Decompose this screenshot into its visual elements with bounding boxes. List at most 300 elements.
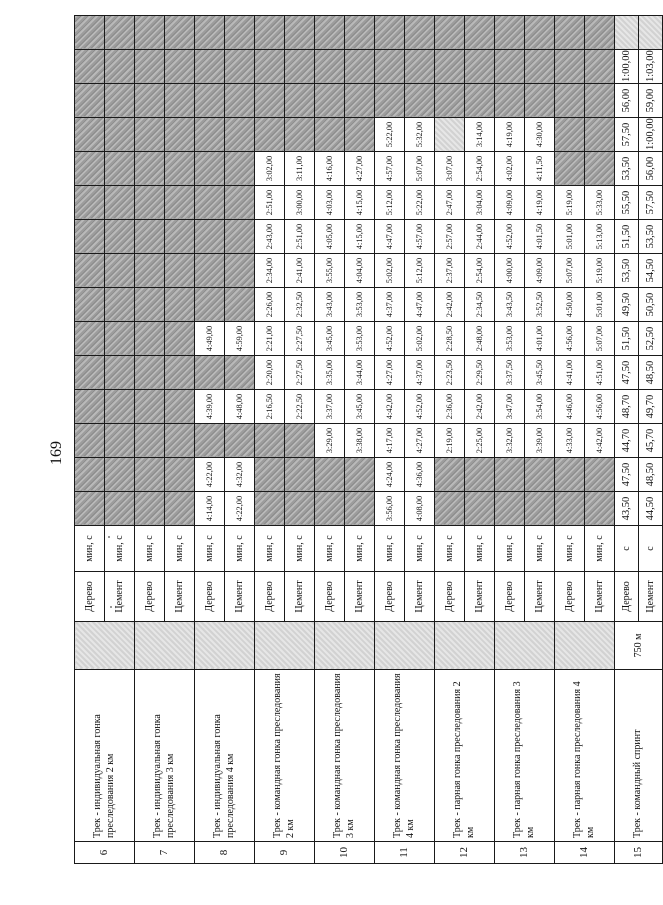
time-value-cell: 3:53,00 (345, 288, 375, 322)
time-value-cell: 4:14,00 (195, 492, 225, 526)
time-value-cell: 5:07,00 (405, 152, 435, 186)
row-number: 10 (315, 842, 375, 864)
surface-cell: Дерево (255, 572, 285, 622)
row-number: 9 (255, 842, 315, 864)
time-value-cell (165, 118, 195, 152)
table-row (435, 16, 465, 864)
time-value-cell: 5:12,00 (375, 186, 405, 220)
time-value-cell: 4:15,00 (345, 186, 375, 220)
time-value-cell: 2:54,00 (465, 254, 495, 288)
unit-cell: мин, с (105, 526, 135, 572)
distance-cell (75, 622, 135, 670)
time-value-cell: 45,70 (639, 424, 663, 458)
event-name: Трек - индивидуальная гонка преследования 3 км (135, 670, 195, 842)
time-value-cell (345, 118, 375, 152)
time-value-cell (465, 492, 495, 526)
time-value-cell: 5:22,00 (375, 118, 405, 152)
surface-cell: Дерево (615, 572, 639, 622)
time-value-cell (555, 16, 585, 50)
time-value-cell: 4:09,00 (495, 186, 525, 220)
table-row (315, 16, 345, 864)
time-value-cell (165, 152, 195, 186)
table-row (195, 16, 225, 864)
time-value-cell: 2:48,00 (465, 322, 495, 356)
unit-cell: мин, с (495, 526, 525, 572)
time-value-cell: 5:12,00 (405, 254, 435, 288)
time-value-cell: 3:11,00 (285, 152, 315, 186)
time-value-cell: 2:28,50 (435, 322, 465, 356)
time-value-cell (165, 458, 195, 492)
time-value-cell: 3:38,00 (345, 424, 375, 458)
row-number: 6 (75, 842, 135, 864)
time-value-cell (525, 84, 555, 118)
surface-cell: Цемент (165, 572, 195, 622)
time-value-cell (405, 16, 435, 50)
time-value-cell: 2:16,50 (255, 390, 285, 424)
time-value-cell (105, 118, 135, 152)
time-value-cell (105, 288, 135, 322)
time-value-cell (105, 390, 135, 424)
time-value-cell (135, 492, 165, 526)
time-value-cell (165, 16, 195, 50)
time-value-cell (285, 492, 315, 526)
time-value-cell (435, 16, 465, 50)
unit-cell: мин, с (405, 526, 435, 572)
surface-cell: Цемент (639, 572, 663, 622)
time-value-cell: 2:27,50 (285, 322, 315, 356)
time-value-cell: 1:00,00 (639, 118, 663, 152)
time-value-cell: 4:52,00 (405, 390, 435, 424)
time-value-cell: 4:48,00 (225, 390, 255, 424)
time-value-cell: 3:56,00 (375, 492, 405, 526)
time-value-cell (435, 50, 465, 84)
time-value-cell: 52,50 (639, 322, 663, 356)
unit-cell: мин, с (135, 526, 165, 572)
time-value-cell (105, 458, 135, 492)
time-value-cell (165, 288, 195, 322)
time-value-cell (225, 50, 255, 84)
time-value-cell (105, 356, 135, 390)
time-value-cell (135, 424, 165, 458)
unit-cell: мин, с (555, 526, 585, 572)
time-value-cell: 3:32,00 (495, 424, 525, 458)
time-value-cell: 4:47,00 (375, 220, 405, 254)
distance-cell (555, 622, 615, 670)
time-value-cell (135, 186, 165, 220)
time-value-cell (525, 492, 555, 526)
time-value-cell (135, 288, 165, 322)
time-value-cell: 1:00,00 (615, 50, 639, 84)
time-value-cell: 3:14,00 (465, 118, 495, 152)
time-value-cell (195, 220, 225, 254)
time-value-cell: 4:57,00 (375, 152, 405, 186)
time-value-cell (135, 254, 165, 288)
time-value-cell (585, 458, 615, 492)
time-value-cell: 2:23,50 (435, 356, 465, 390)
time-value-cell: 3:43,50 (495, 288, 525, 322)
time-value-cell: 3:29,00 (315, 424, 345, 458)
time-value-cell (75, 356, 105, 390)
row-number: 15 (615, 842, 663, 864)
time-value-cell (285, 118, 315, 152)
time-value-cell: 53,50 (615, 152, 639, 186)
time-value-cell (165, 254, 195, 288)
surface-cell: Цемент (225, 572, 255, 622)
time-value-cell (225, 16, 255, 50)
time-value-cell: 4:52,00 (375, 322, 405, 356)
time-value-cell: 4:57,00 (405, 220, 435, 254)
time-value-cell (75, 118, 105, 152)
time-value-cell: 5:01,00 (585, 288, 615, 322)
time-value-cell (105, 84, 135, 118)
surface-cell: Цемент (525, 572, 555, 622)
standards-table-sheet (74, 42, 656, 864)
time-value-cell: 2:27,50 (285, 356, 315, 390)
time-value-cell: 4:51,00 (585, 356, 615, 390)
time-value-cell (165, 84, 195, 118)
time-value-cell (585, 84, 615, 118)
time-value-cell: 3:44,00 (345, 356, 375, 390)
time-value-cell (615, 16, 639, 50)
time-value-cell: 4:37,00 (375, 288, 405, 322)
distance-cell (375, 622, 435, 670)
unit-cell: мин, с (195, 526, 225, 572)
time-value-cell: 5:19,00 (585, 254, 615, 288)
time-value-cell (555, 84, 585, 118)
time-value-cell (585, 50, 615, 84)
time-value-cell: 4:32,00 (225, 458, 255, 492)
time-value-cell (345, 84, 375, 118)
time-value-cell: 4:41,00 (555, 356, 585, 390)
time-value-cell (105, 254, 135, 288)
time-value-cell: 2:51,00 (255, 186, 285, 220)
time-value-cell: 4:17,00 (375, 424, 405, 458)
table-row (75, 16, 105, 864)
time-value-cell (105, 16, 135, 50)
unit-cell: мин, с (585, 526, 615, 572)
time-value-cell: 2:20,00 (255, 356, 285, 390)
table-row (135, 16, 165, 864)
surface-cell: Дерево (435, 572, 465, 622)
time-value-cell: 3:45,00 (345, 390, 375, 424)
event-name: Трек - командный спринт (615, 670, 663, 842)
time-value-cell: 4:47,00 (405, 288, 435, 322)
time-value-cell (435, 118, 465, 152)
time-value-cell (225, 254, 255, 288)
row-number: 7 (135, 842, 195, 864)
standards-table (74, 15, 663, 864)
time-value-cell (345, 458, 375, 492)
time-value-cell (105, 50, 135, 84)
event-name: Трек - индивидуальная гонка преследования 2 км (75, 670, 135, 842)
time-value-cell: 54,50 (639, 254, 663, 288)
time-value-cell: 2:25,00 (465, 424, 495, 458)
time-value-cell: 3:52,50 (525, 288, 555, 322)
time-value-cell: 5:01,00 (555, 220, 585, 254)
time-value-cell: 3:45,00 (315, 322, 345, 356)
time-value-cell (195, 84, 225, 118)
time-value-cell: 4:01,50 (525, 220, 555, 254)
time-value-cell: 3:37,50 (495, 356, 525, 390)
time-value-cell (345, 492, 375, 526)
time-value-cell (165, 390, 195, 424)
time-value-cell: 48,50 (639, 356, 663, 390)
surface-cell: Дерево (195, 572, 225, 622)
unit-cell: мин, с (435, 526, 465, 572)
time-value-cell (255, 492, 285, 526)
time-value-cell (75, 254, 105, 288)
time-value-cell (75, 322, 105, 356)
time-value-cell (135, 356, 165, 390)
time-value-cell: 4:59,00 (225, 322, 255, 356)
table-row (375, 16, 405, 864)
time-value-cell: 50,50 (639, 288, 663, 322)
time-value-cell (525, 16, 555, 50)
time-value-cell: 3:53,00 (495, 322, 525, 356)
time-value-cell (165, 220, 195, 254)
time-value-cell: 57,50 (639, 186, 663, 220)
unit-cell: мин, с (525, 526, 555, 572)
time-value-cell: 4:33,00 (555, 424, 585, 458)
time-value-cell (285, 16, 315, 50)
surface-cell: Дерево (375, 572, 405, 622)
time-value-cell: 5:32,00 (405, 118, 435, 152)
time-value-cell: 3:53,00 (345, 322, 375, 356)
time-value-cell: 4:22,00 (225, 492, 255, 526)
time-value-cell (525, 50, 555, 84)
unit-cell: мин, с (285, 526, 315, 572)
distance-cell (435, 622, 495, 670)
time-value-cell (255, 84, 285, 118)
time-value-cell (75, 50, 105, 84)
time-value-cell (285, 84, 315, 118)
time-value-cell: 3:00,00 (285, 186, 315, 220)
time-value-cell: 4:19,00 (525, 186, 555, 220)
time-value-cell (195, 118, 225, 152)
time-value-cell (135, 152, 165, 186)
time-value-cell (75, 16, 105, 50)
time-value-cell: 51,50 (615, 220, 639, 254)
time-value-cell (639, 16, 663, 50)
rotated-table-frame (74, 42, 656, 864)
time-value-cell (165, 50, 195, 84)
time-value-cell (225, 424, 255, 458)
distance-cell (255, 622, 315, 670)
time-value-cell: 48,50 (639, 458, 663, 492)
time-value-cell (105, 492, 135, 526)
time-value-cell: 2:32,50 (285, 288, 315, 322)
time-value-cell: 5:02,00 (405, 322, 435, 356)
time-value-cell: 4:08,00 (405, 492, 435, 526)
time-value-cell: 3:43,00 (315, 288, 345, 322)
event-name: Трек - парная гонка преследования 4 км (555, 670, 615, 842)
time-value-cell: 2:51,00 (285, 220, 315, 254)
time-value-cell: 3:04,00 (465, 186, 495, 220)
time-value-cell (315, 84, 345, 118)
time-value-cell: 3:02,00 (255, 152, 285, 186)
time-value-cell (75, 84, 105, 118)
time-value-cell (585, 492, 615, 526)
time-value-cell (465, 16, 495, 50)
time-value-cell (225, 356, 255, 390)
time-value-cell (135, 458, 165, 492)
time-value-cell: 2:57,00 (435, 220, 465, 254)
time-value-cell: 48,70 (615, 390, 639, 424)
time-value-cell: 2:26,00 (255, 288, 285, 322)
time-value-cell: 5:07,00 (555, 254, 585, 288)
table-row (495, 16, 525, 864)
time-value-cell: 2:22,50 (285, 390, 315, 424)
surface-cell: Дерево (75, 572, 105, 622)
time-value-cell (225, 152, 255, 186)
time-value-cell: 1:03,00 (639, 50, 663, 84)
time-value-cell (435, 492, 465, 526)
unit-cell: мин, с (465, 526, 495, 572)
time-value-cell: 2:19,00 (435, 424, 465, 458)
time-value-cell: 3:39,00 (525, 424, 555, 458)
time-value-cell (105, 424, 135, 458)
time-value-cell: 4:09,00 (525, 254, 555, 288)
time-value-cell (585, 152, 615, 186)
time-value-cell: 51,50 (615, 322, 639, 356)
time-value-cell (105, 152, 135, 186)
time-value-cell: 49,50 (615, 288, 639, 322)
surface-cell: Цемент (465, 572, 495, 622)
time-value-cell (135, 220, 165, 254)
time-value-cell: 49,70 (639, 390, 663, 424)
time-value-cell (315, 492, 345, 526)
time-value-cell: 2:44,00 (465, 220, 495, 254)
time-value-cell (255, 458, 285, 492)
time-value-cell (285, 458, 315, 492)
distance-cell (495, 622, 555, 670)
time-value-cell (255, 118, 285, 152)
time-value-cell: 47,50 (615, 458, 639, 492)
time-value-cell (195, 288, 225, 322)
time-value-cell: 4:02,00 (495, 152, 525, 186)
time-value-cell: 47,50 (615, 356, 639, 390)
time-value-cell: 4:49,00 (195, 322, 225, 356)
event-name: Трек - парная гонка преследования 2 км (435, 670, 495, 842)
distance-cell: 750 м (615, 622, 663, 670)
time-value-cell: 59,00 (639, 84, 663, 118)
time-value-cell (555, 458, 585, 492)
time-value-cell (435, 84, 465, 118)
time-value-cell (135, 50, 165, 84)
table-row (255, 16, 285, 864)
time-value-cell: 2:43,00 (255, 220, 285, 254)
time-value-cell (135, 118, 165, 152)
time-value-cell (135, 390, 165, 424)
time-value-cell (465, 84, 495, 118)
time-value-cell (225, 220, 255, 254)
time-value-cell (135, 322, 165, 356)
time-value-cell: 2:34,00 (255, 254, 285, 288)
time-value-cell: 4:56,00 (555, 322, 585, 356)
time-value-cell (585, 118, 615, 152)
time-value-cell: 53,50 (615, 254, 639, 288)
time-value-cell (105, 322, 135, 356)
time-value-cell (315, 118, 345, 152)
surface-cell: Дерево (495, 572, 525, 622)
time-value-cell (375, 84, 405, 118)
time-value-cell (165, 424, 195, 458)
time-value-cell: 4:56,00 (585, 390, 615, 424)
time-value-cell: 2:34,50 (465, 288, 495, 322)
time-value-cell: 56,00 (639, 152, 663, 186)
unit-cell: мин, с (315, 526, 345, 572)
time-value-cell (195, 16, 225, 50)
time-value-cell: 4:36,00 (405, 458, 435, 492)
time-value-cell: 2:37,00 (435, 254, 465, 288)
time-value-cell: 44,70 (615, 424, 639, 458)
time-value-cell: 4:27,00 (345, 152, 375, 186)
surface-cell: Цемент (405, 572, 435, 622)
time-value-cell: 3:37,00 (315, 390, 345, 424)
time-value-cell (255, 16, 285, 50)
time-value-cell: 2:42,00 (435, 288, 465, 322)
surface-cell: Цемент (585, 572, 615, 622)
time-value-cell (465, 50, 495, 84)
time-value-cell: 3:35,00 (315, 356, 345, 390)
event-name: Трек - командная гонка преследования 4 км (375, 670, 435, 842)
time-value-cell (255, 50, 285, 84)
time-value-cell: 44,50 (639, 492, 663, 526)
time-value-cell (405, 50, 435, 84)
time-value-cell (165, 186, 195, 220)
row-number: 14 (555, 842, 615, 864)
time-value-cell: 3:55,00 (315, 254, 345, 288)
time-value-cell: 4:11,50 (525, 152, 555, 186)
surface-cell: Цемент (105, 572, 135, 622)
time-value-cell: 5:02,00 (375, 254, 405, 288)
time-value-cell (135, 16, 165, 50)
time-value-cell: 4:39,00 (195, 390, 225, 424)
time-value-cell (495, 458, 525, 492)
time-value-cell (75, 152, 105, 186)
time-value-cell (225, 186, 255, 220)
time-value-cell: 4:52,00 (495, 220, 525, 254)
time-value-cell: 2:47,00 (435, 186, 465, 220)
surface-cell: Цемент (345, 572, 375, 622)
time-value-cell: 43,50 (615, 492, 639, 526)
time-value-cell (495, 84, 525, 118)
time-value-cell (75, 220, 105, 254)
time-value-cell: 4:03,00 (315, 186, 345, 220)
time-value-cell: 4:37,00 (405, 356, 435, 390)
time-value-cell: 55,50 (615, 186, 639, 220)
time-value-cell (135, 84, 165, 118)
time-value-cell: 4:42,00 (585, 424, 615, 458)
time-value-cell (225, 84, 255, 118)
surface-cell: Дерево (555, 572, 585, 622)
unit-cell: мин, с (345, 526, 375, 572)
time-value-cell: 4:16,00 (315, 152, 345, 186)
time-value-cell: 5:22,00 (405, 186, 435, 220)
time-value-cell (555, 118, 585, 152)
time-value-cell: 5:33,00 (585, 186, 615, 220)
time-value-cell (195, 254, 225, 288)
time-value-cell: 4:30,00 (525, 118, 555, 152)
surface-cell: Цемент (285, 572, 315, 622)
time-value-cell (345, 16, 375, 50)
event-name: Трек - индивидуальная гонка преследования 4 км (195, 670, 255, 842)
time-value-cell (165, 492, 195, 526)
time-value-cell (315, 458, 345, 492)
time-value-cell (165, 356, 195, 390)
time-value-cell (75, 390, 105, 424)
time-value-cell: 5:13,00 (585, 220, 615, 254)
